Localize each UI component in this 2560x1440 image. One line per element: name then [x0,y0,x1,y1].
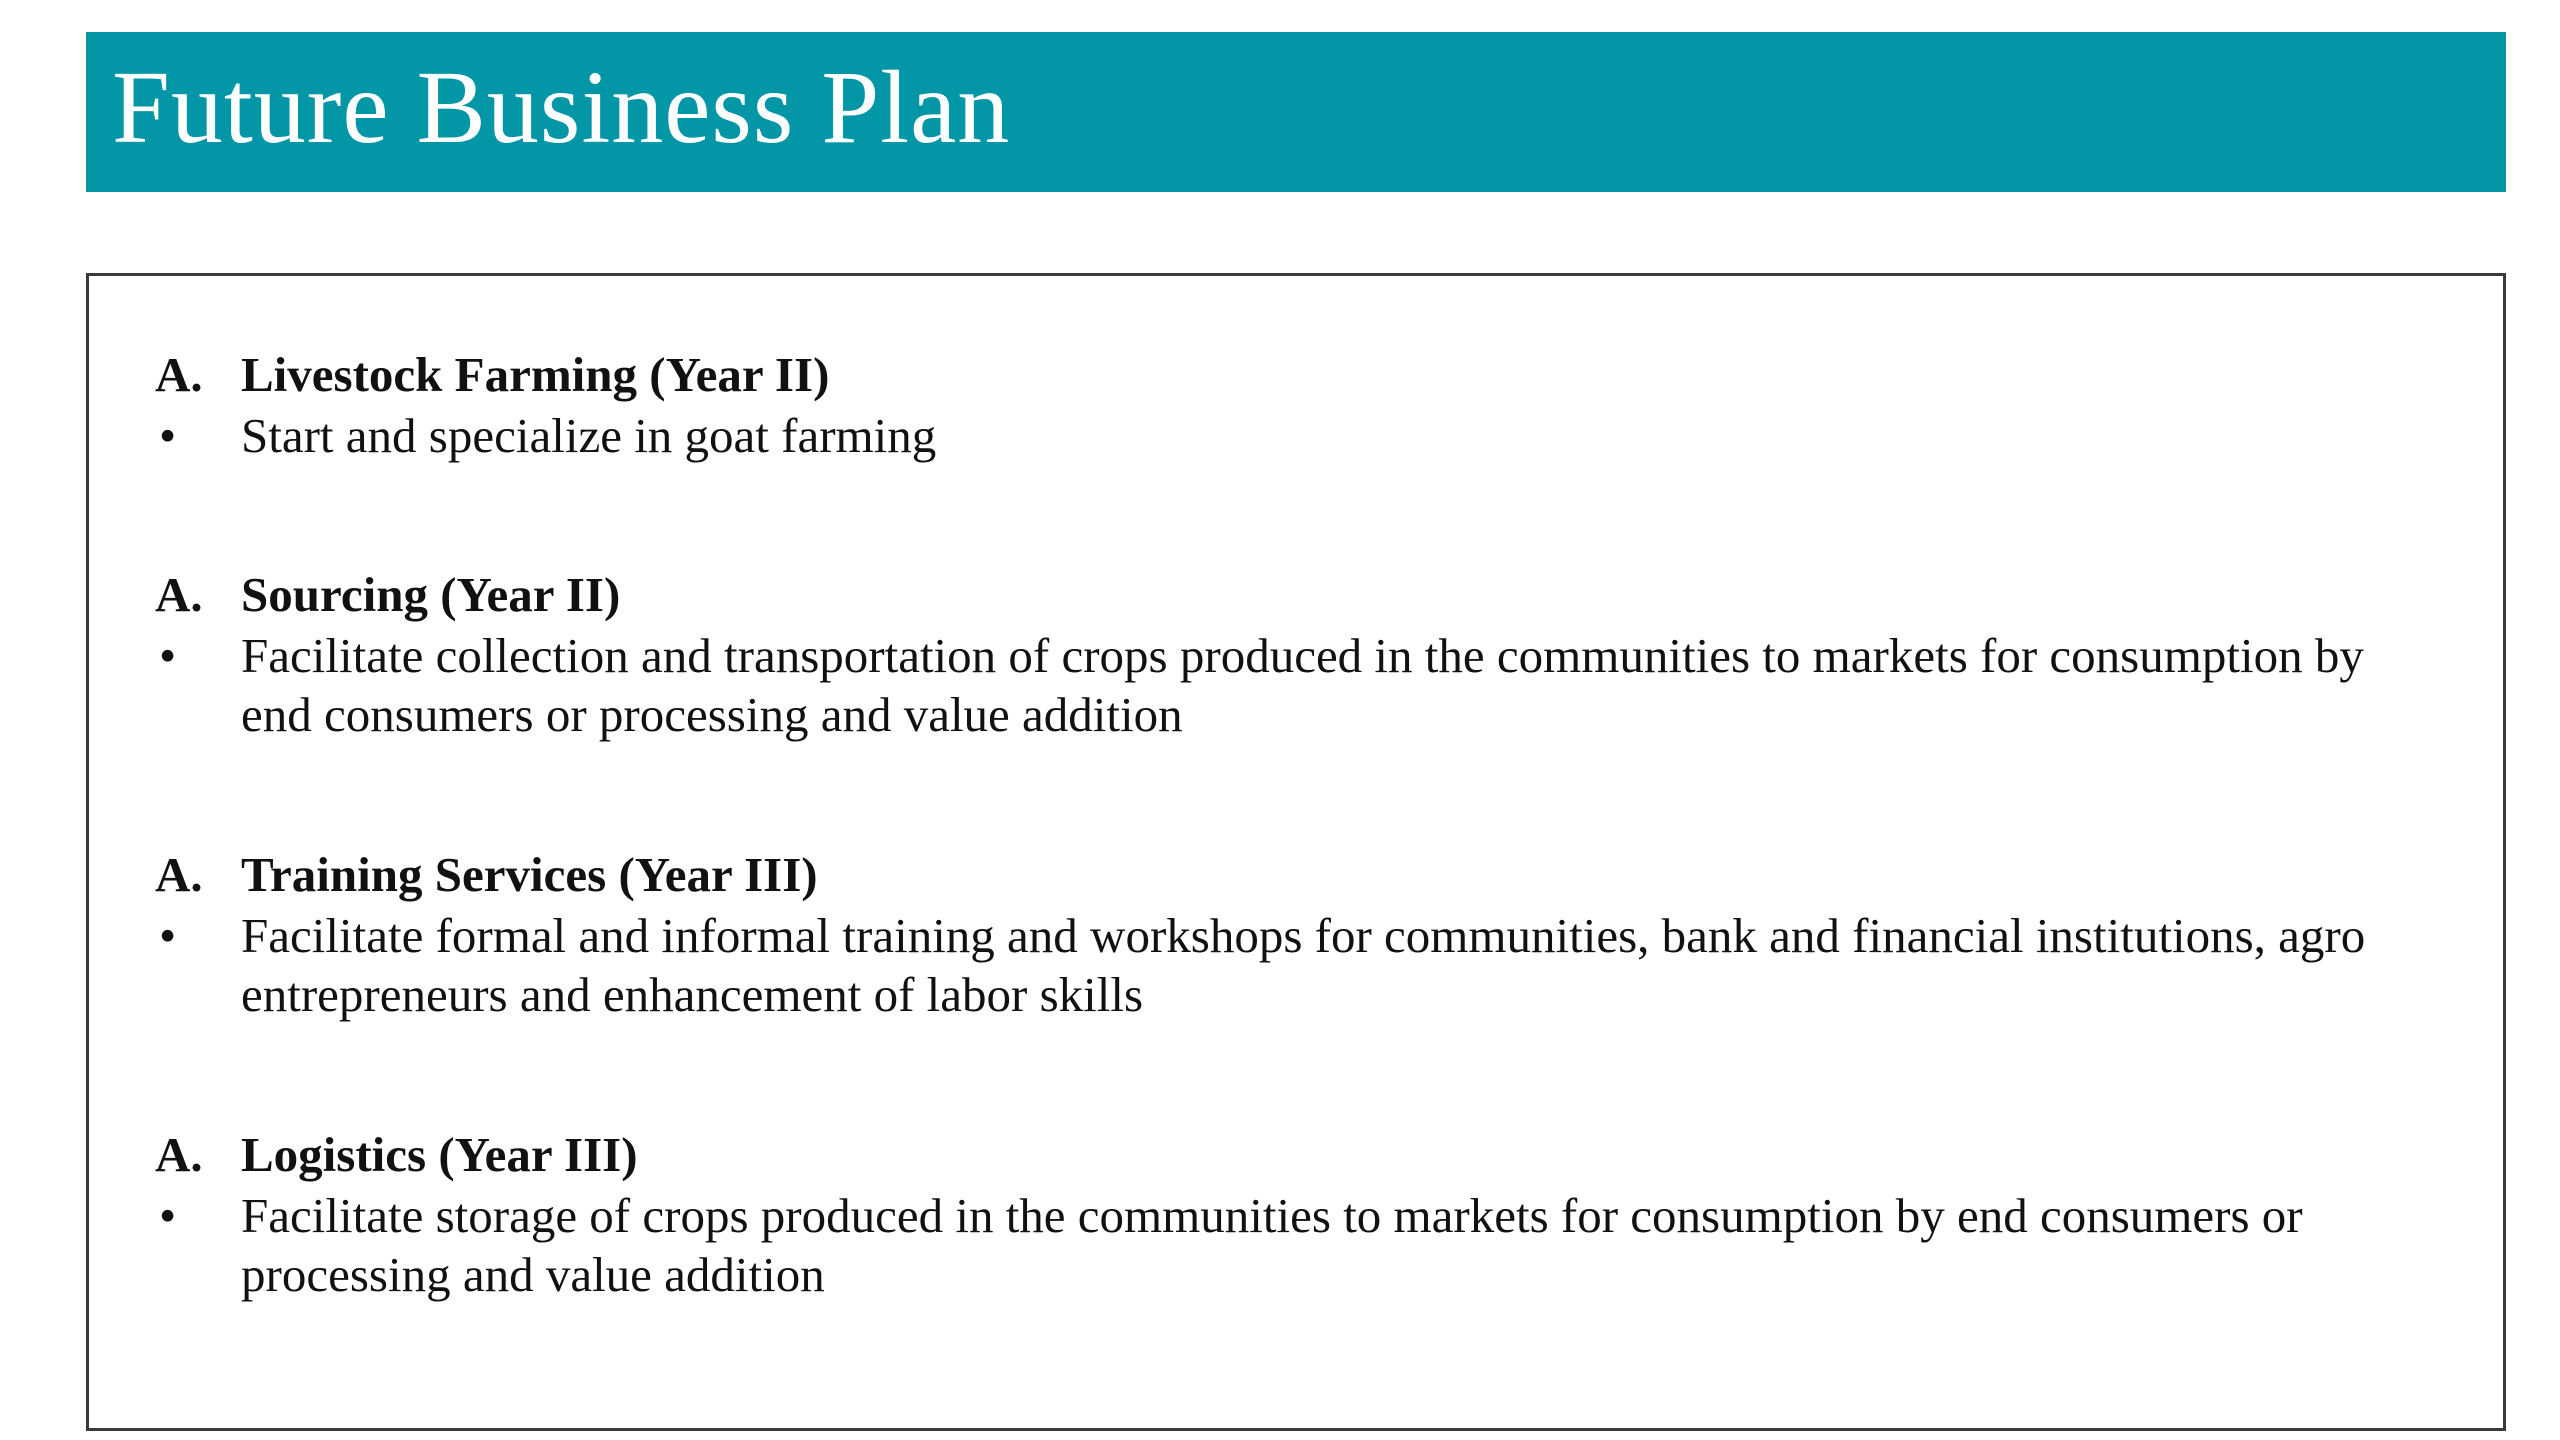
section-sourcing [155,566,2415,744]
section-heading: Logistics (Year III) [241,1127,638,1182]
bullet-row [155,1186,2415,1304]
page-title: Future Business Plan [112,50,1011,165]
bullet-text: Facilitate collection and transportation of crops produced in the communities to markets for consumption by end consumers or processing and value addition [241,628,2364,742]
section-logistics [155,1126,2415,1304]
section-heading-row [155,566,2415,626]
bullet-dot: • [159,1188,177,1243]
section-heading: Training Services (Year III) [241,847,818,902]
section-livestock-farming [155,346,2415,465]
bullet-row [155,626,2415,744]
bullet-row [155,406,2415,465]
section-heading-row [155,346,2415,406]
content-box [86,273,2506,1431]
bullet-text: Facilitate formal and informal training and workshops for communities, bank and financial institutions, agro entrepreneurs and enhancement of labor skills [241,908,2366,1022]
list-letter: A. [155,1127,203,1182]
list-letter: A. [155,847,203,902]
bullet-dot: • [159,908,177,963]
section-heading-row [155,1126,2415,1186]
bullet-dot: • [159,628,177,683]
section-heading: Sourcing (Year II) [241,567,621,622]
section-heading-row [155,846,2415,906]
list-letter: A. [155,567,203,622]
bullet-text: Start and specialize in goat farming [241,408,937,463]
bullet-dot: • [159,408,177,463]
section-training-services [155,846,2415,1024]
bullet-text: Facilitate storage of crops produced in the communities to markets for consumption by end consumers or processing and value addition [241,1188,2303,1302]
title-bar [86,32,2506,192]
bullet-row [155,906,2415,1024]
section-heading: Livestock Farming (Year II) [241,347,830,402]
list-letter: A. [155,347,203,402]
